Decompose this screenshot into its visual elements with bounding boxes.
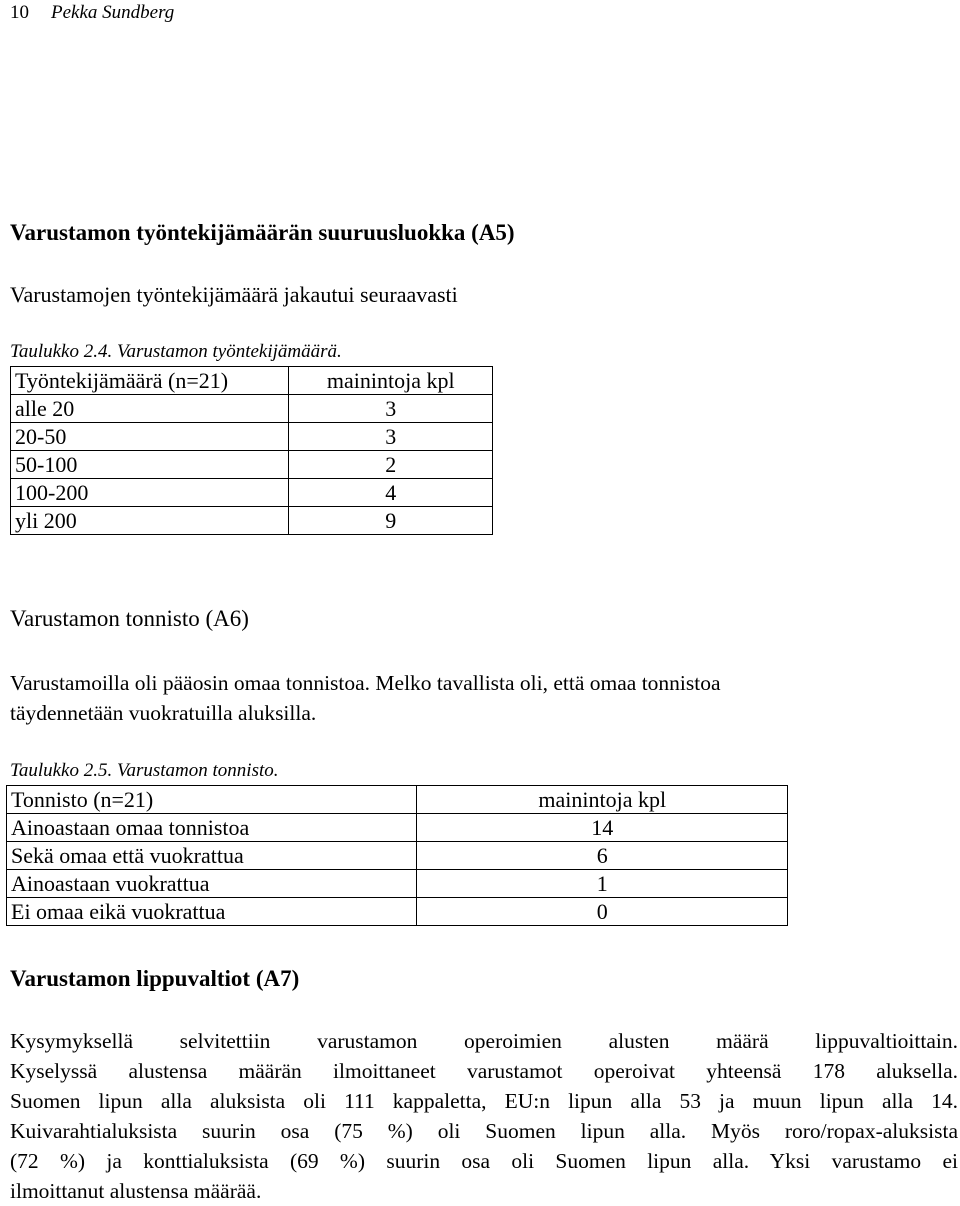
- section-a6-title: Varustamon tonnisto (A6): [10, 606, 249, 631]
- table-cell: 3: [289, 395, 493, 423]
- table-cell: Ei omaa eikä vuokrattua: [7, 898, 417, 926]
- table-cell: alle 20: [11, 395, 289, 423]
- section-a5-title: Varustamon työntekijämäärän suuruusluokka (A5): [10, 220, 515, 245]
- table-2-4: [10, 366, 493, 535]
- table-cell: 100-200: [11, 479, 289, 507]
- table-cell: 2: [289, 451, 493, 479]
- table-header-cell: Tonnisto (n=21): [7, 786, 417, 814]
- table-row: [11, 507, 493, 535]
- table-header-row: [7, 786, 788, 814]
- paragraph-line: täydennetään vuokratuilla aluksilla.: [10, 701, 317, 725]
- paragraph-line: Suomen lipun alla aluksista oli 111 kappaletta, EU:n lipun alla 53 ja muun lipun alla 14.: [10, 1089, 958, 1113]
- table-row: [11, 423, 493, 451]
- table-2-4-caption: Taulukko 2.4. Varustamon työntekijämäärä.: [10, 341, 342, 362]
- table-cell: 50-100: [11, 451, 289, 479]
- table-row: [11, 451, 493, 479]
- table-cell: 6: [417, 842, 788, 870]
- table-2-5-caption: Taulukko 2.5. Varustamon tonnisto.: [10, 760, 279, 781]
- paragraph-line: Kysymyksellä selvitettiin varustamon operoimien alusten määrä lippuvaltioittain.: [10, 1029, 958, 1053]
- page-header: [10, 2, 174, 24]
- section-a7-title: Varustamon lippuvaltiot (A7): [10, 966, 300, 991]
- table-row: [11, 395, 493, 423]
- page-number: 10: [10, 2, 29, 23]
- table-cell: 0: [417, 898, 788, 926]
- table-header-cell: mainintoja kpl: [417, 786, 788, 814]
- paragraph-line: (72 %) ja konttialuksista (69 %) suurin osa oli Suomen lipun alla. Yksi varustamo ei: [10, 1149, 958, 1173]
- paragraph-line: Varustamoilla oli pääosin omaa tonnistoa. Melko tavallista oli, että omaa tonnistoa: [10, 671, 721, 695]
- table-row: [11, 479, 493, 507]
- paragraph-line: Kyselyssä alustensa määrän ilmoittaneet varustamot operoivat yhteensä 178 aluksella.: [10, 1059, 958, 1083]
- table-cell: Sekä omaa että vuokrattua: [7, 842, 417, 870]
- paragraph-line: Kuivarahtialuksista suurin osa (75 %) oli Suomen lipun alla. Myös roro/ropax-aluksista: [10, 1119, 958, 1143]
- table-row: [7, 842, 788, 870]
- paragraph-line: ilmoittanut alustensa määrää.: [10, 1179, 262, 1203]
- table-cell: 4: [289, 479, 493, 507]
- table-row: [7, 814, 788, 842]
- table-row: [7, 898, 788, 926]
- table-header-cell: Työntekijämäärä (n=21): [11, 367, 289, 395]
- author-name: Pekka Sundberg: [51, 2, 175, 23]
- table-2-5: [6, 785, 788, 926]
- table-cell: 9: [289, 507, 493, 535]
- table-row: [7, 870, 788, 898]
- table-header-row: [11, 367, 493, 395]
- table-cell: 3: [289, 423, 493, 451]
- section-a6-paragraph: [10, 668, 958, 728]
- table-cell: 1: [417, 870, 788, 898]
- table-cell: 20-50: [11, 423, 289, 451]
- table-cell: 14: [417, 814, 788, 842]
- table-cell: Ainoastaan omaa tonnistoa: [7, 814, 417, 842]
- section-a7-paragraph: [10, 1026, 958, 1206]
- table-cell: Ainoastaan vuokrattua: [7, 870, 417, 898]
- table-cell: yli 200: [11, 507, 289, 535]
- table-header-cell: mainintoja kpl: [289, 367, 493, 395]
- section-a5-intro: Varustamojen työntekijämäärä jakautui seuraavasti: [10, 282, 458, 307]
